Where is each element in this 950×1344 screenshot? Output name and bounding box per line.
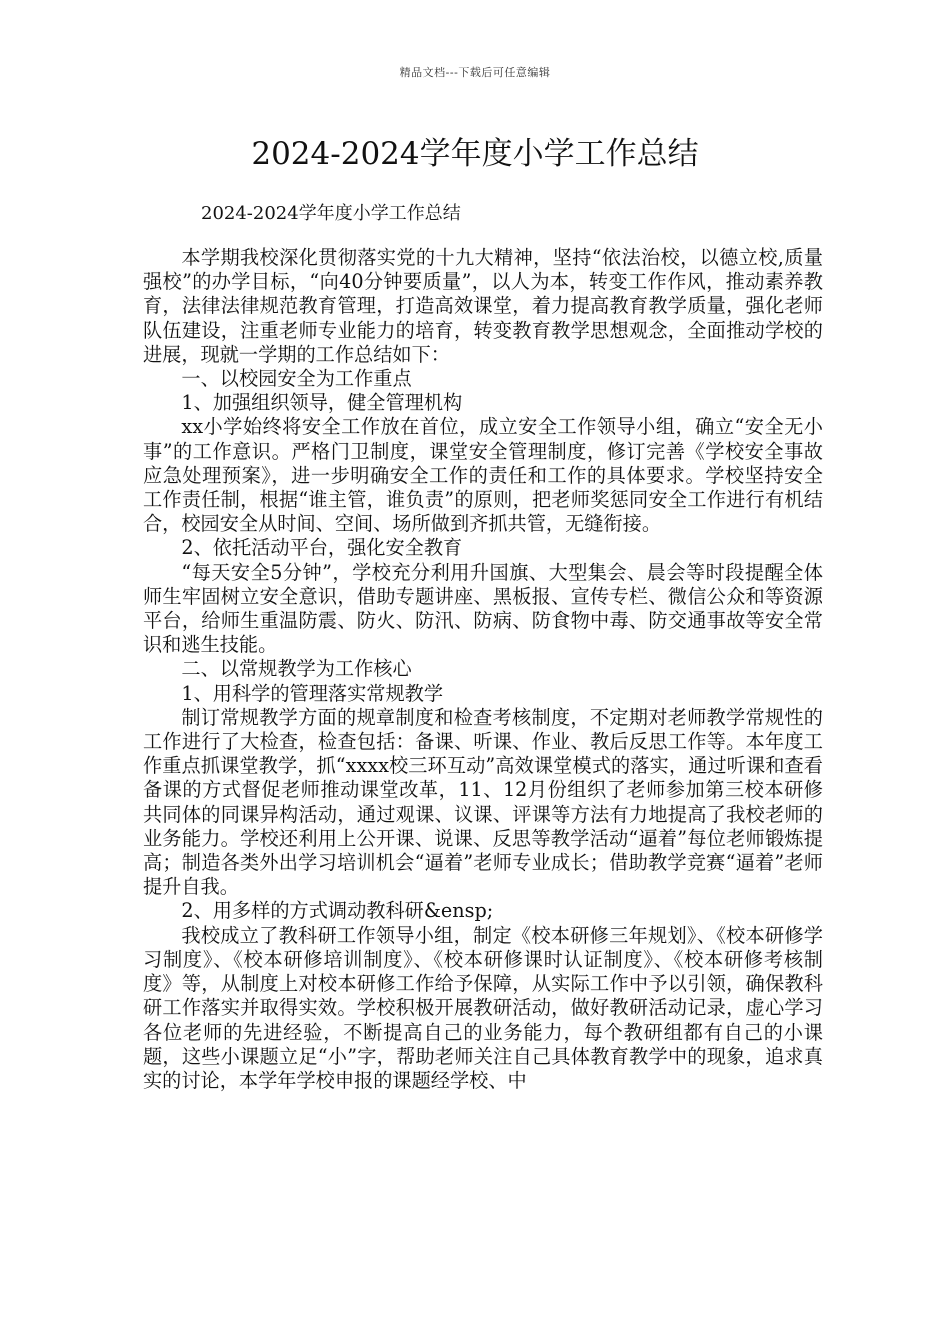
subheading-routine-teaching: 1、用科学的管理落实常规教学	[181, 681, 444, 705]
subheading-organization: 1、加强组织领导，健全管理机构	[181, 391, 463, 415]
section-heading-teaching: 二、以常规教学为工作核心	[181, 657, 412, 681]
document-title: 2024-2024学年度小学工作总结	[251, 136, 699, 172]
subheading-safety-education: 2、依托活动平台，强化安全教育	[181, 536, 463, 560]
intro-paragraph: 本学期我校深化贯彻落实党的十九大精神，坚持“依法治校，以德立校,质量强校”的办学目标，“向40分钟要质量”，以人为本，转变工作作风，推动素养教育，法律法律规范教育管理，打造高效课堂，着力提高教育教学质量，强化老师队伍建设，注重老师专业能力的培育，转变教育教学思想观念，全面推动学校的进展，现就一学期的工作总结如下：	[143, 246, 823, 366]
section-heading-safety: 一、以校园安全为工作重点	[181, 367, 412, 391]
paragraph-safety-management: xx小学始终将安全工作放在首位，成立安全工作领导小组，确立“安全无小事”的工作意识。严格门卫制度，课堂安全管理制度，修订完善《学校安全事故应急处理预案》，进一步明确安全工作的责任和工作的具体要求。学校坚持安全工作责任制，根据“谁主管，谁负责”的原则，把老师奖惩同安全工作进行有机结合，校园安全从时间、空间、场所做到齐抓共管，无缝衔接。	[143, 415, 823, 536]
paragraph-research: 我校成立了教科研工作领导小组，制定《校本研修三年规划》、《校本研修学习制度》、《校本研修培训制度》、《校本研修课时认证制度》、《校本研修考核制度》等，从制度上对校本研修工作给予保障，从实际工作中予以引领，确保教科研工作落实并取得实效。学校积极开展教研活动，做好教研活动记录，虚心学习各位老师的先进经验，不断提高自己的业务能力，每个教研组都有自己的小课题，这些小课题立足“小”字，帮助老师关注自己具体教育教学中的现象，追求真实的讨论，本学年学校申报的课题经学校、中	[143, 923, 823, 1092]
document-subtitle: 2024-2024学年度小学工作总结	[201, 203, 461, 224]
subheading-research: 2、用多样的方式调动教科研&ensp;	[181, 899, 494, 923]
paragraph-routine-teaching: 制订常规教学方面的规章制度和检查考核制度，不定期对老师教学常规性的工作进行了大检查，检查包括：备课、听课、作业、教后反思工作等。本年度工作重点抓课堂教学，抓“xxxx校三环互动”高效课堂模式的落实，通过听课和查看备课的方式督促老师推动课堂改革，11、12月份组织了老师参加第三校本研修共同体的同课异构活动，通过观课、议课、评课等方法有力地提高了我校老师的业务能力。学校还利用上公开课、说课、反思等教学活动“逼着”每位老师锻炼提高；制造各类外出学习培训机会“逼着”老师专业成长；借助教学竞赛“逼着”老师提升自我。	[143, 705, 823, 899]
document-body	[143, 246, 823, 1093]
paragraph-safety-education: “每天安全5分钟”，学校充分利用升国旗、大型集会、晨会等时段提醒全体师生牢固树立安全意识，借助专题讲座、黑板报、宣传专栏、微信公众和等资源平台，给师生重温防震、防火、防汛、防病、防食物中毒、防交通事故等安全常识和逃生技能。	[143, 560, 823, 657]
header-note: 精品文档---下载后可任意编辑	[399, 66, 551, 79]
